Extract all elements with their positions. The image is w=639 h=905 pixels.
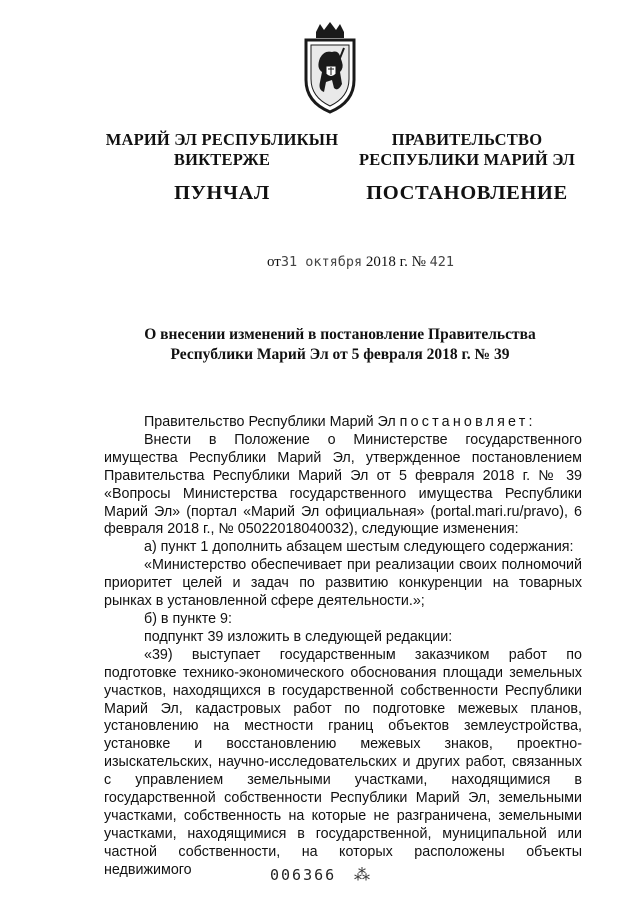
form-serial-number: 006366 (270, 866, 337, 884)
intro-paragraph (104, 414, 582, 432)
title-line1: О внесении изменений в постановление Правительства (144, 326, 536, 343)
header-left-line1: МАРИЙ ЭЛ РЕСПУБЛИКЫН (105, 130, 339, 149)
document-date-line (267, 254, 454, 271)
document-date: 31 октября (280, 254, 363, 270)
title-line2: Республики Марий Эл от 5 февраля 2018 г. № 39 (170, 346, 510, 363)
body-paragraph: «39) выступает государственным заказчиком работ по подготовке технико-экономического обоснования площади земельных участков, находящихся в государственной собственности Республики Марий Эл, кадастровых работ по подготовке межевых планов, установлению на местности границ объектов землеустройства, установке и восстановлению межевых знаков, проектно-изыскательских, научно-исследовательских и других работ, связанных с управлением земельными участками, находящимися в государственной собственности Республики Марий Эл, земельными участками, собственность на которые не разграничена, земельными участками, находящимися в государственной, муниципальной или частной собственности, на которых расположены объекты недвижимого (104, 646, 582, 878)
document-body (104, 414, 582, 880)
body-paragraph: «Министерство обеспечивает при реализации своих полномочий приоритет целей и задач по развитию конкуренции на товарных рынках в установленной сфере деятельности.»; (104, 557, 582, 610)
body-paragraph: подпункт 39 изложить в следующей редакции: (144, 628, 453, 645)
header-right-doc-type: ПОСТАНОВЛЕНИЕ (366, 182, 568, 204)
intro-text: Правительство Республики Марий Эл (144, 414, 400, 430)
coat-of-arms-icon (298, 22, 362, 114)
header-right-line2: РЕСПУБЛИКИ МАРИЙ ЭЛ (358, 150, 576, 169)
document-title (100, 325, 580, 365)
header-left-line2: ВИКТЕРЖЕ (173, 150, 271, 169)
header-right-block (352, 130, 582, 206)
body-paragraph: б) в пункте 9: (144, 610, 232, 627)
document-number: 421 (429, 254, 455, 270)
body-paragraph: а) пункт 1 дополнить абзацем шестым следующего содержания: (144, 539, 574, 556)
header-left-block (92, 130, 352, 206)
date-year-and-number-label: 2018 г. № (362, 254, 430, 270)
footer-ornament-icon: ⁂ (354, 867, 370, 884)
intro-spaced-verb: постановляет: (399, 414, 536, 430)
header-left-doc-type: ПУНЧАЛ (174, 182, 270, 204)
header-right-line1: ПРАВИТЕЛЬСТВО (391, 130, 543, 149)
date-prefix: от (267, 254, 281, 270)
body-paragraph: Внести в Положение о Министерстве государственного имущества Республики Марий Эл, утвержденное постановлением Правительства Республики Марий Эл от 5 февраля 2018 г. № 39 «Вопросы Министерства государственного имущества Республики Марий Эл» (портал «Марий Эл официальная» (portal.mari.ru/pravo), 6 февраля 2018 г., № 05022018040032), следующие изменения: (104, 431, 582, 538)
coat-of-arms-emblem (298, 22, 362, 114)
